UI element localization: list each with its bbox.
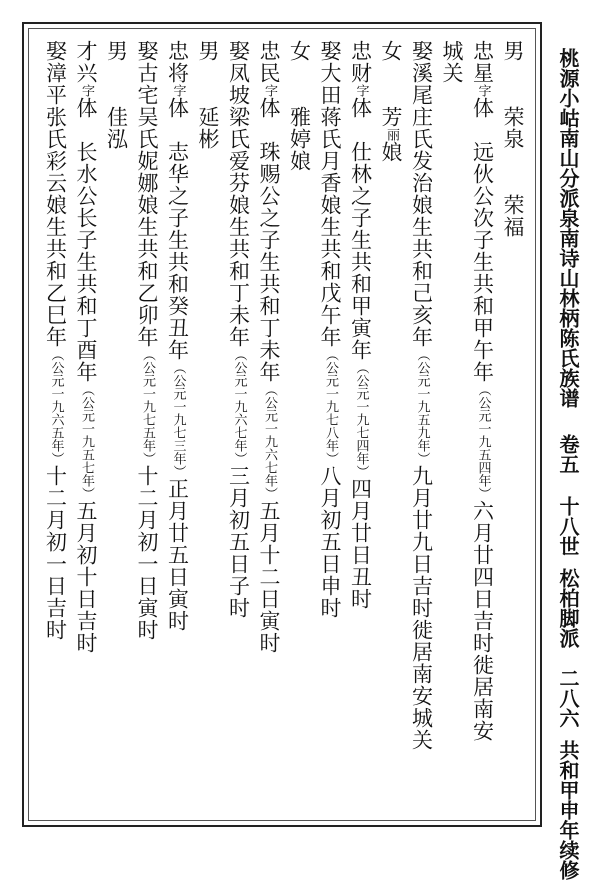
column-text: 女 芳 bbox=[379, 40, 403, 128]
column-text: 五月初十日吉时 bbox=[74, 500, 98, 654]
column-text: 体 长水公长子生共和丁酉年 bbox=[74, 97, 98, 383]
text-column bbox=[500, 40, 526, 238]
page-border bbox=[22, 22, 542, 827]
annotation-text: 字 bbox=[170, 84, 186, 97]
text-column bbox=[409, 40, 435, 751]
edition-label: 共和甲申年续修 bbox=[556, 740, 580, 880]
branch-label: 松柏脚派 bbox=[556, 568, 580, 648]
annotation-text: （公元一九五九年） bbox=[414, 348, 430, 465]
column-text: 忠财 bbox=[348, 40, 373, 84]
book-title: 桃源小岵南山分派泉南诗山林柄陈氏族谱 bbox=[556, 48, 580, 408]
column-text: 娶大田蒋氏月香娘生共和戊午年 bbox=[318, 40, 342, 348]
text-column bbox=[226, 40, 252, 619]
annotation-text: 字 bbox=[475, 84, 491, 97]
annotation-text: 字 bbox=[262, 84, 277, 97]
column-text: 忠将 bbox=[165, 40, 190, 84]
column-text: 男 延彬 bbox=[196, 40, 220, 150]
column-text: 忠民 bbox=[257, 40, 281, 84]
text-column bbox=[287, 40, 313, 172]
annotation-text: 字 bbox=[79, 84, 94, 97]
column-text: 正月廿五日寅时 bbox=[165, 478, 190, 632]
text-column bbox=[348, 40, 374, 610]
annotation-text: （公元一九六七年） bbox=[231, 348, 247, 465]
column-text: 体 仕林之子生共和甲寅年 bbox=[348, 97, 373, 361]
annotation-text: （公元一九七五年） bbox=[140, 348, 155, 465]
generation-label: 十八世 bbox=[556, 496, 580, 556]
column-text: 十二月初一日寅时 bbox=[135, 465, 159, 641]
text-column bbox=[195, 40, 221, 150]
column-text: 体 远伙公次子生共和甲午年 bbox=[470, 97, 495, 383]
text-column bbox=[439, 40, 465, 84]
text-column bbox=[134, 40, 160, 641]
page-number: 二八六 bbox=[556, 668, 580, 728]
annotation-text: （公元一九七三年） bbox=[170, 361, 186, 478]
column-text: 三月初五日子时 bbox=[226, 465, 251, 619]
column-text: 六月廿四日吉时徙居南安 bbox=[470, 500, 495, 742]
text-column bbox=[317, 40, 343, 619]
text-column bbox=[165, 40, 191, 632]
volume-label: 卷五 bbox=[556, 434, 580, 474]
column-text: 娘 bbox=[379, 141, 403, 163]
column-text: 城关 bbox=[440, 40, 464, 84]
column-text: 娶古宅吴氏妮娜娘生共和乙卯年 bbox=[135, 40, 159, 348]
annotation-text: 丽 bbox=[384, 128, 399, 141]
column-text: 四月廿日丑时 bbox=[348, 478, 373, 610]
page-header bbox=[556, 48, 580, 880]
column-text: 十二月初一日吉时 bbox=[43, 465, 68, 641]
column-text: 八月初五日申时 bbox=[318, 465, 342, 619]
annotation-text: （公元一九七八年） bbox=[323, 348, 338, 465]
column-text: 娶溪尾庄氏发治娘生共和己亥年 bbox=[409, 40, 434, 348]
text-column bbox=[470, 40, 496, 742]
column-text: 忠星 bbox=[470, 40, 495, 84]
annotation-text: （公元一九六七年） bbox=[262, 383, 277, 500]
column-text: 男 佳泓 bbox=[104, 40, 129, 150]
annotation-text: （公元一九五七年） bbox=[79, 383, 94, 500]
column-text: 九月廿九日吉时徙居南安城关 bbox=[409, 465, 434, 751]
annotation-text: （公元一九五四年） bbox=[475, 383, 491, 500]
column-text: 男 荣泉 荣福 bbox=[501, 40, 525, 238]
column-text: 体 珠赐公之子生共和丁未年 bbox=[257, 97, 281, 383]
annotation-text: 字 bbox=[353, 84, 369, 97]
column-text: 娶凤坡梁氏爱芬娘生共和丁未年 bbox=[226, 40, 251, 348]
text-column bbox=[43, 40, 69, 641]
annotation-text: （公元一九六五年） bbox=[48, 348, 64, 465]
text-column bbox=[378, 40, 404, 163]
annotation-text: （公元一九七四年） bbox=[353, 361, 369, 478]
text-column bbox=[256, 40, 282, 654]
text-column bbox=[73, 40, 99, 654]
column-text: 女 雅婷娘 bbox=[287, 40, 312, 172]
column-text: 才兴 bbox=[74, 40, 98, 84]
text-column bbox=[104, 40, 130, 150]
column-text: 五月十二日寅时 bbox=[257, 500, 281, 654]
column-text: 娶漳平张氏彩云娘生共和乙巳年 bbox=[43, 40, 68, 348]
column-text: 体 志华之子生共和癸丑年 bbox=[165, 97, 190, 361]
